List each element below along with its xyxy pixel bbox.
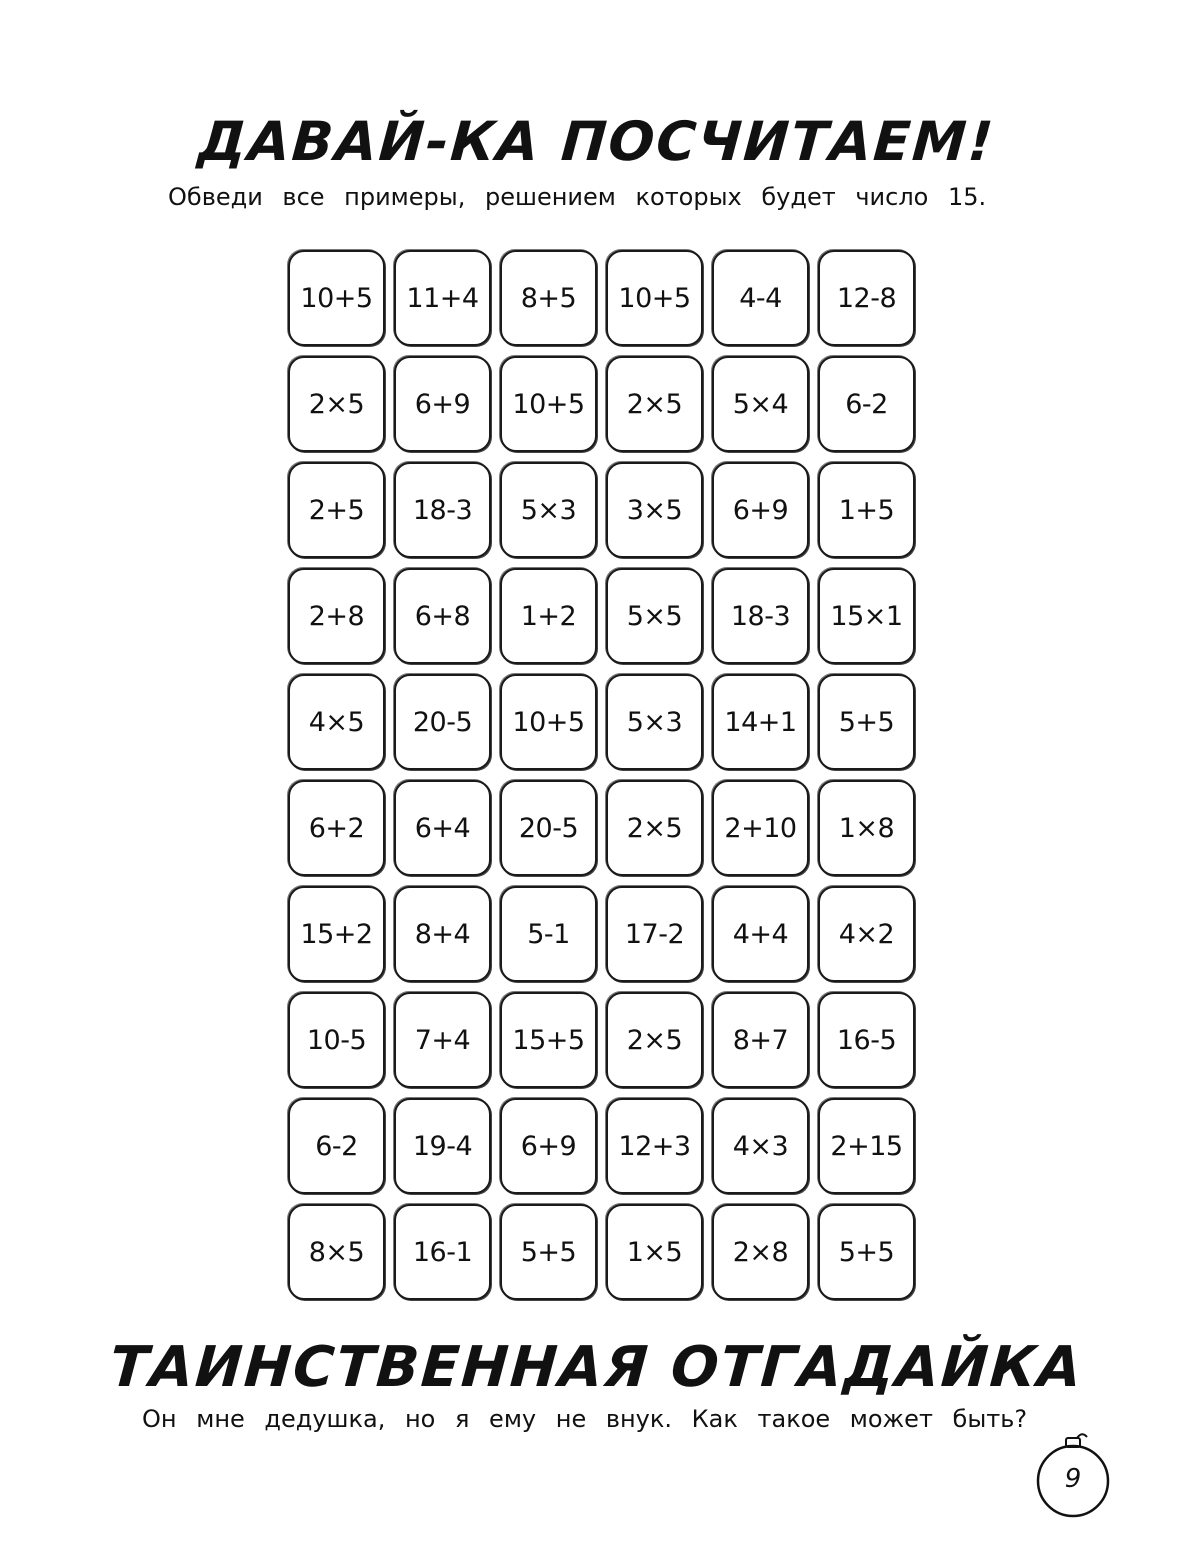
example-cell[interactable]: 4×5 xyxy=(288,674,385,770)
example-cell[interactable]: 2×5 xyxy=(606,992,703,1088)
example-cell[interactable]: 2+10 xyxy=(712,780,809,876)
example-cell[interactable]: 1×8 xyxy=(818,780,915,876)
example-cell[interactable]: 2×5 xyxy=(606,780,703,876)
example-cell[interactable]: 18-3 xyxy=(712,568,809,664)
example-cell[interactable]: 15×1 xyxy=(818,568,915,664)
riddle-text: Он мне дедушка, но я ему не внук. Как такое может быть? xyxy=(142,1405,1028,1433)
example-cell[interactable]: 6+9 xyxy=(500,1098,597,1194)
example-cell[interactable]: 5+5 xyxy=(818,1204,915,1300)
example-cell[interactable]: 15+2 xyxy=(288,886,385,982)
example-cell[interactable]: 2×8 xyxy=(712,1204,809,1300)
example-cell[interactable]: 8×5 xyxy=(288,1204,385,1300)
example-cell[interactable]: 6-2 xyxy=(818,356,915,452)
example-cell[interactable]: 5×4 xyxy=(712,356,809,452)
example-cell[interactable]: 1×5 xyxy=(606,1204,703,1300)
example-cell[interactable]: 16-1 xyxy=(394,1204,491,1300)
math-examples-grid xyxy=(288,250,915,1300)
example-cell[interactable]: 2+5 xyxy=(288,462,385,558)
example-cell[interactable]: 2×5 xyxy=(288,356,385,452)
example-cell[interactable]: 10+5 xyxy=(288,250,385,346)
page-title: ДАВАЙ-КА ПОСЧИТАЕМ! xyxy=(195,110,998,173)
example-cell[interactable]: 5-1 xyxy=(500,886,597,982)
example-cell[interactable]: 4-4 xyxy=(712,250,809,346)
instruction-text: Обведи все примеры, решением которых будет число 15. xyxy=(168,183,987,211)
example-cell[interactable]: 2×5 xyxy=(606,356,703,452)
example-cell[interactable]: 5×3 xyxy=(500,462,597,558)
example-cell[interactable]: 4+4 xyxy=(712,886,809,982)
example-cell[interactable]: 6+4 xyxy=(394,780,491,876)
example-cell[interactable]: 6+9 xyxy=(712,462,809,558)
example-cell[interactable]: 6+8 xyxy=(394,568,491,664)
example-cell[interactable]: 5+5 xyxy=(500,1204,597,1300)
example-cell[interactable]: 4×2 xyxy=(818,886,915,982)
example-cell[interactable]: 5×5 xyxy=(606,568,703,664)
example-cell[interactable]: 18-3 xyxy=(394,462,491,558)
example-cell[interactable]: 10+5 xyxy=(500,356,597,452)
example-cell[interactable]: 12+3 xyxy=(606,1098,703,1194)
example-cell[interactable]: 8+5 xyxy=(500,250,597,346)
example-cell[interactable]: 19-4 xyxy=(394,1098,491,1194)
example-cell[interactable]: 17-2 xyxy=(606,886,703,982)
example-cell[interactable]: 20-5 xyxy=(500,780,597,876)
example-cell[interactable]: 1+5 xyxy=(818,462,915,558)
example-cell[interactable]: 10+5 xyxy=(606,250,703,346)
example-cell[interactable]: 11+4 xyxy=(394,250,491,346)
example-cell[interactable]: 6+9 xyxy=(394,356,491,452)
example-cell[interactable]: 6-2 xyxy=(288,1098,385,1194)
example-cell[interactable]: 12-8 xyxy=(818,250,915,346)
page-number: 9 xyxy=(1064,1464,1082,1494)
example-cell[interactable]: 16-5 xyxy=(818,992,915,1088)
example-cell[interactable]: 8+7 xyxy=(712,992,809,1088)
example-cell[interactable]: 7+4 xyxy=(394,992,491,1088)
example-cell[interactable]: 15+5 xyxy=(500,992,597,1088)
example-cell[interactable]: 5×3 xyxy=(606,674,703,770)
example-cell[interactable]: 1+2 xyxy=(500,568,597,664)
example-cell[interactable]: 3×5 xyxy=(606,462,703,558)
example-cell[interactable]: 14+1 xyxy=(712,674,809,770)
riddle-title: ТАИНСТВЕННАЯ ОТГАДАЙКА xyxy=(107,1335,1086,1400)
example-cell[interactable]: 6+2 xyxy=(288,780,385,876)
example-cell[interactable]: 8+4 xyxy=(394,886,491,982)
example-cell[interactable]: 2+8 xyxy=(288,568,385,664)
example-cell[interactable]: 4×3 xyxy=(712,1098,809,1194)
example-cell[interactable]: 2+15 xyxy=(818,1098,915,1194)
example-cell[interactable]: 5+5 xyxy=(818,674,915,770)
example-cell[interactable]: 20-5 xyxy=(394,674,491,770)
example-cell[interactable]: 10-5 xyxy=(288,992,385,1088)
example-cell[interactable]: 10+5 xyxy=(500,674,597,770)
